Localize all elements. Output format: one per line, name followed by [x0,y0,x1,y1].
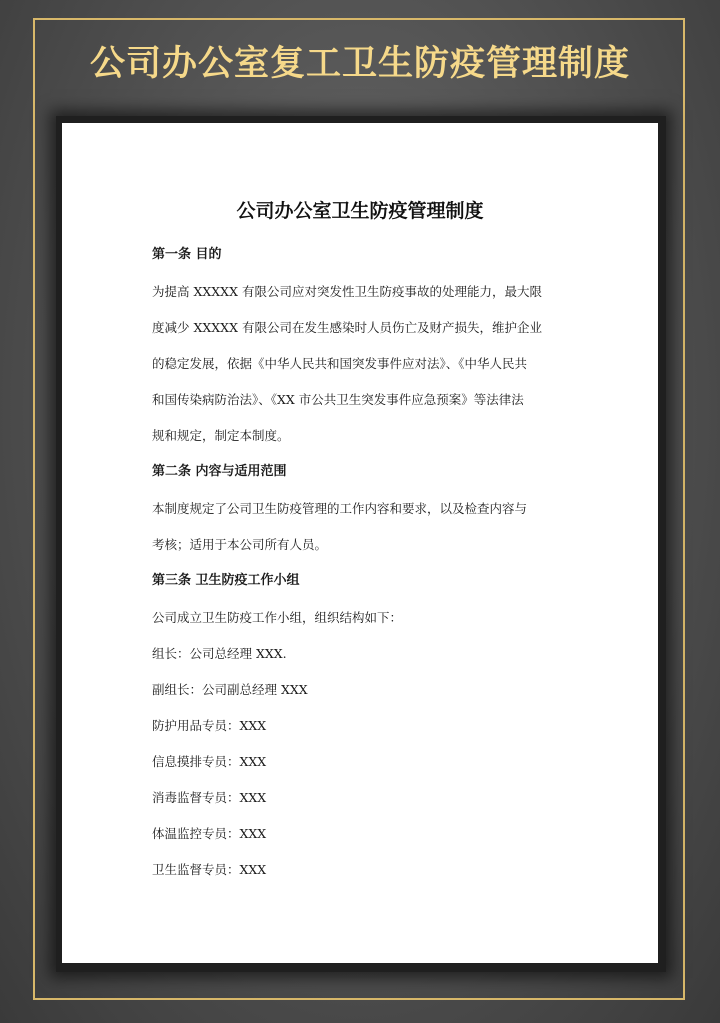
section-3-line: 卫生监督专员：XXX [152,862,267,877]
section-2-line: 考核；适用于本公司所有人员。 [152,537,328,552]
document-title: 公司办公室卫生防疫管理制度 [236,200,484,222]
section-3-line: 组长：公司总经理 XXX. [152,646,287,661]
section-3-line: 体温监控专员：XXX [152,826,267,841]
section-3-line: 信息摸排专员：XXX [152,754,267,769]
section-1-heading: 第一条 目的 [152,247,222,262]
section-3-line: 防护用品专员：XXX [152,718,267,733]
section-1-line: 和国传染病防治法》、《XX 市公共卫生突发事件应急预案》等法律法 [152,392,524,407]
section-1-line: 规和规定，制定本制度。 [152,428,290,443]
section-1-line: 度减少 XXXXX 有限公司在发生感染时人员伤亡及财产损失，维护企业 [152,320,542,335]
banner-title: 公司办公室复工卫生防疫管理制度 [89,44,630,84]
section-2-heading: 第二条 内容与适用范围 [152,464,287,479]
document-page [62,123,658,963]
section-1-line: 的稳定发展，依据《中华人民共和国突发事件应对法》、《中华人民共 [152,356,528,371]
section-3-line: 消毒监督专员：XXX [152,790,267,805]
section-2-line: 本制度规定了公司卫生防疫管理的工作内容和要求，以及检查内容与 [152,501,528,516]
section-3-line: 副组长：公司副总经理 XXX [152,682,308,697]
section-3-heading: 第三条 卫生防疫工作小组 [152,573,300,588]
section-1-line: 为提高 XXXXX 有限公司应对突发性卫生防疫事故的处理能力，最大限 [152,284,542,299]
section-3-line: 公司成立卫生防疫工作小组，组织结构如下： [152,610,403,625]
